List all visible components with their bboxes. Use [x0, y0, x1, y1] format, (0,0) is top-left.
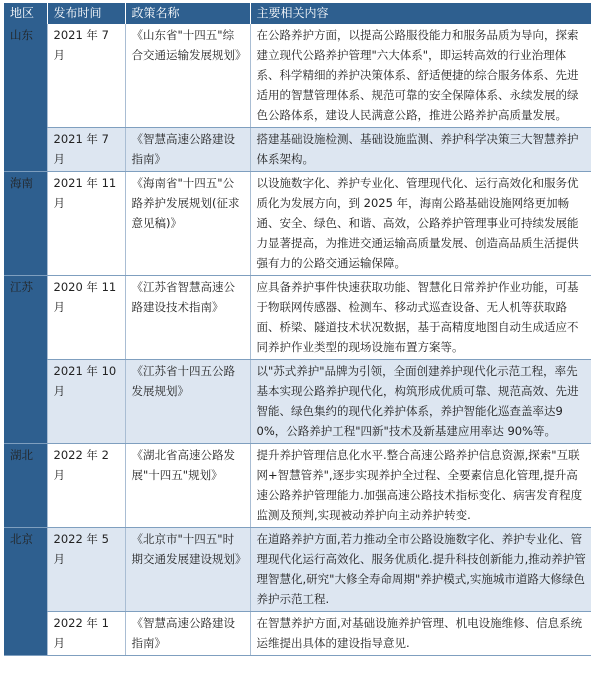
- policy-name-cell: 《山东省"十四五"综合交通运输发展规划》: [125, 24, 250, 128]
- time-cell: 2020 年 11 月: [47, 276, 125, 360]
- table-row: [4, 24, 591, 128]
- policy-name-cell: 《海南省"十四五"公路养护发展规划(征求意见稿)》: [125, 172, 250, 276]
- region-cell: 海南: [4, 172, 47, 276]
- time-cell: 2021 年 7 月: [47, 24, 125, 128]
- table-row: [4, 172, 591, 276]
- policy-name-cell: 《湖北省高速公路发展"十四五"规划》: [125, 444, 250, 528]
- policy-name-cell: 《北京市"十四五"时期交通发展建设规划》: [125, 528, 250, 612]
- table-row: [4, 612, 591, 656]
- policy-name-cell: 《江苏省十四五公路发展规划》: [125, 360, 250, 444]
- region-cell: 江苏: [4, 276, 47, 444]
- content-cell: 搭建基础设施检测、基础设施监测、养护科学决策三大智慧养护体系架构。: [250, 128, 591, 172]
- content-cell: 应具备养护事件快速获取功能、智慧化日常养护作业功能，可基于物联网传感器、检测车、移动式巡查设备、无人机等获取路面、桥梁、隧道技术状况数据，基于高精度地图自动生成适应不同养护作业类型的现场设施布置方案等。: [250, 276, 591, 360]
- table-row: [4, 360, 591, 444]
- header-row: [4, 3, 591, 24]
- table-row: [4, 444, 591, 528]
- policy-table: [4, 3, 592, 656]
- policy-table-container: [4, 3, 592, 656]
- content-cell: 以"苏式养护"品牌为引领，全面创建养护现代化示范工程，率先基本实现公路养护现代化，构筑形成优质可靠、规范高效、先进智能、绿色集约的现代化养护体系，养护智能化巡查盖率达90%，公路养护工程"四新"技术及新基建应用率达 90%等。: [250, 360, 591, 444]
- time-cell: 2021 年 10 月: [47, 360, 125, 444]
- region-cell: 湖北: [4, 444, 47, 528]
- time-cell: 2022 年 5 月: [47, 528, 125, 612]
- time-cell: 2021 年 11 月: [47, 172, 125, 276]
- table-row: [4, 528, 591, 612]
- policy-name-cell: 《智慧高速公路建设指南》: [125, 128, 250, 172]
- header-policy-name: 政策名称: [125, 3, 250, 24]
- policy-name-cell: 《智慧高速公路建设指南》: [125, 612, 250, 656]
- header-content: 主要相关内容: [250, 3, 591, 24]
- content-cell: 在公路养护方面，以提高公路服役能力和服务品质为导向，探索建立现代公路养护管理"六大体系"，即运转高效的行业治理体系、科学精细的养护决策体系、舒适便捷的综合服务体系、先进适用的智慧管理体系、规范可靠的安全保障体系、永续发展的绿色公路体系，建设人民满意公路，推进公路养护高质量发展。: [250, 24, 591, 128]
- content-cell: 提升养护管理信息化水平.整合高速公路养护信息资源,探索"互联网+智慧管养",逐步实现养护全过程、全要素信息化管理,提升高速公路养护管理能力.加强高速公路技术指标变化、病害发育程度监测及预判,实现被动养护向主动养护转变.: [250, 444, 591, 528]
- region-cell: 北京: [4, 528, 47, 656]
- time-cell: 2021 年 7 月: [47, 128, 125, 172]
- header-time: 发布时间: [47, 3, 125, 24]
- region-cell: 山东: [4, 24, 47, 172]
- content-cell: 在智慧养护方面,对基础设施养护管理、机电设施维修、信息系统运维提出具体的建设指导意见.: [250, 612, 591, 656]
- content-cell: 以设施数字化、养护专业化、管理现代化、运行高效化和服务优质化为发展方向，到 2025 年，海南公路基础设施网络更加畅通、安全、绿色、和谐、高效，公路养护管理事业可持续发展能力显著提高，为推进交通运输高质量发展、创造高品质生活提供强有力的公路交通运输保障。: [250, 172, 591, 276]
- header-region: 地区: [4, 3, 47, 24]
- time-cell: 2022 年 2 月: [47, 444, 125, 528]
- policy-name-cell: 《江苏省智慧高速公路建设技术指南》: [125, 276, 250, 360]
- content-cell: 在道路养护方面,若力推动全市公路设施数字化、养护专业化、管理现代化运行高效化、服务优质化.提升科技创新能力,推动养护管理智慧化,研究"大修全寿命周期"养护模式,实施城市道路大修绿色养护示范工程.: [250, 528, 591, 612]
- time-cell: 2022 年 1 月: [47, 612, 125, 656]
- table-row: [4, 276, 591, 360]
- table-row: [4, 128, 591, 172]
